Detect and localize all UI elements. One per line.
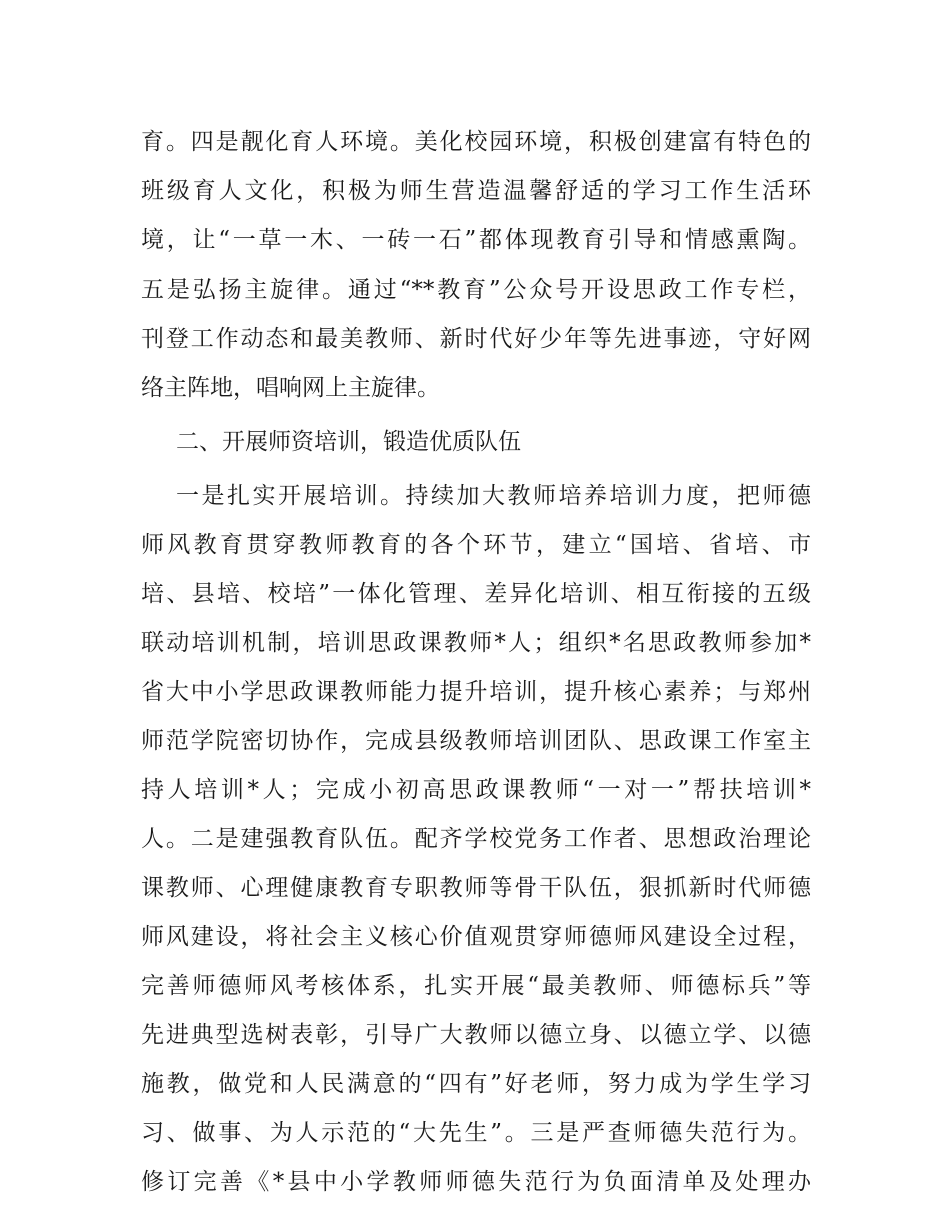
- text-line: 境，让“一草一木、一砖一石”都体现教育引导和情感熏陶。: [141, 227, 811, 253]
- text-line: 先进典型选树表彰，引导广大教师以德立身、以德立学、以德: [141, 1022, 811, 1048]
- text-line: 一是扎实开展培训。持续加大教师培养培训力度，把师德: [176, 483, 811, 509]
- text-line: 育。四是靓化育人环境。美化校园环境，积极创建富有特色的: [141, 129, 811, 155]
- section-heading: 二、开展师资培训，锻造优质队伍: [176, 429, 521, 455]
- text-line: 络主阵地，唱响网上主旋律。: [141, 375, 440, 401]
- text-line: 持人培训*人；完成小初高思政课教师“一对一”帮扶培训*: [141, 777, 811, 803]
- text-line: 培、县培、校培”一体化管理、差异化培训、相互衔接的五级: [141, 581, 811, 607]
- text-line: 完善师德师风考核体系，扎实开展“最美教师、师德标兵”等: [141, 973, 811, 999]
- text-line: 课教师、心理健康教育专职教师等骨干队伍，狠抓新时代师德: [141, 875, 811, 901]
- text-line: 人。二是建强教育队伍。配齐学校党务工作者、思想政治理论: [141, 826, 811, 852]
- text-line: 施教，做党和人民满意的“四有”好老师，努力成为学生学习: [141, 1071, 811, 1097]
- text-line: 联动培训机制，培训思政课教师*人；组织*名思政教师参加*: [141, 630, 811, 656]
- text-line: 刊登工作动态和最美教师、新时代好少年等先进事迹，守好网: [141, 326, 811, 352]
- text-line: 五是弘扬主旋律。通过“**教育”公众号开设思政工作专栏，: [141, 277, 811, 303]
- text-line: 师风教育贯穿教师教育的各个环节，建立“国培、省培、市: [141, 532, 811, 558]
- text-line: 修订完善《*县中小学教师师德失范行为负面清单及处理办: [141, 1169, 811, 1195]
- text-line: 习、做事、为人示范的“大先生”。三是严查师德失范行为。: [141, 1120, 811, 1146]
- text-line: 师风建设，将社会主义核心价值观贯穿师德师风建设全过程，: [141, 924, 811, 950]
- text-line: 班级育人文化，积极为师生营造温馨舒适的学习工作生活环: [141, 178, 811, 204]
- text-line: 师范学院密切协作，完成县级教师培训团队、思政课工作室主: [141, 728, 811, 754]
- text-line: 省大中小学思政课教师能力提升培训，提升核心素养；与郑州: [141, 679, 811, 705]
